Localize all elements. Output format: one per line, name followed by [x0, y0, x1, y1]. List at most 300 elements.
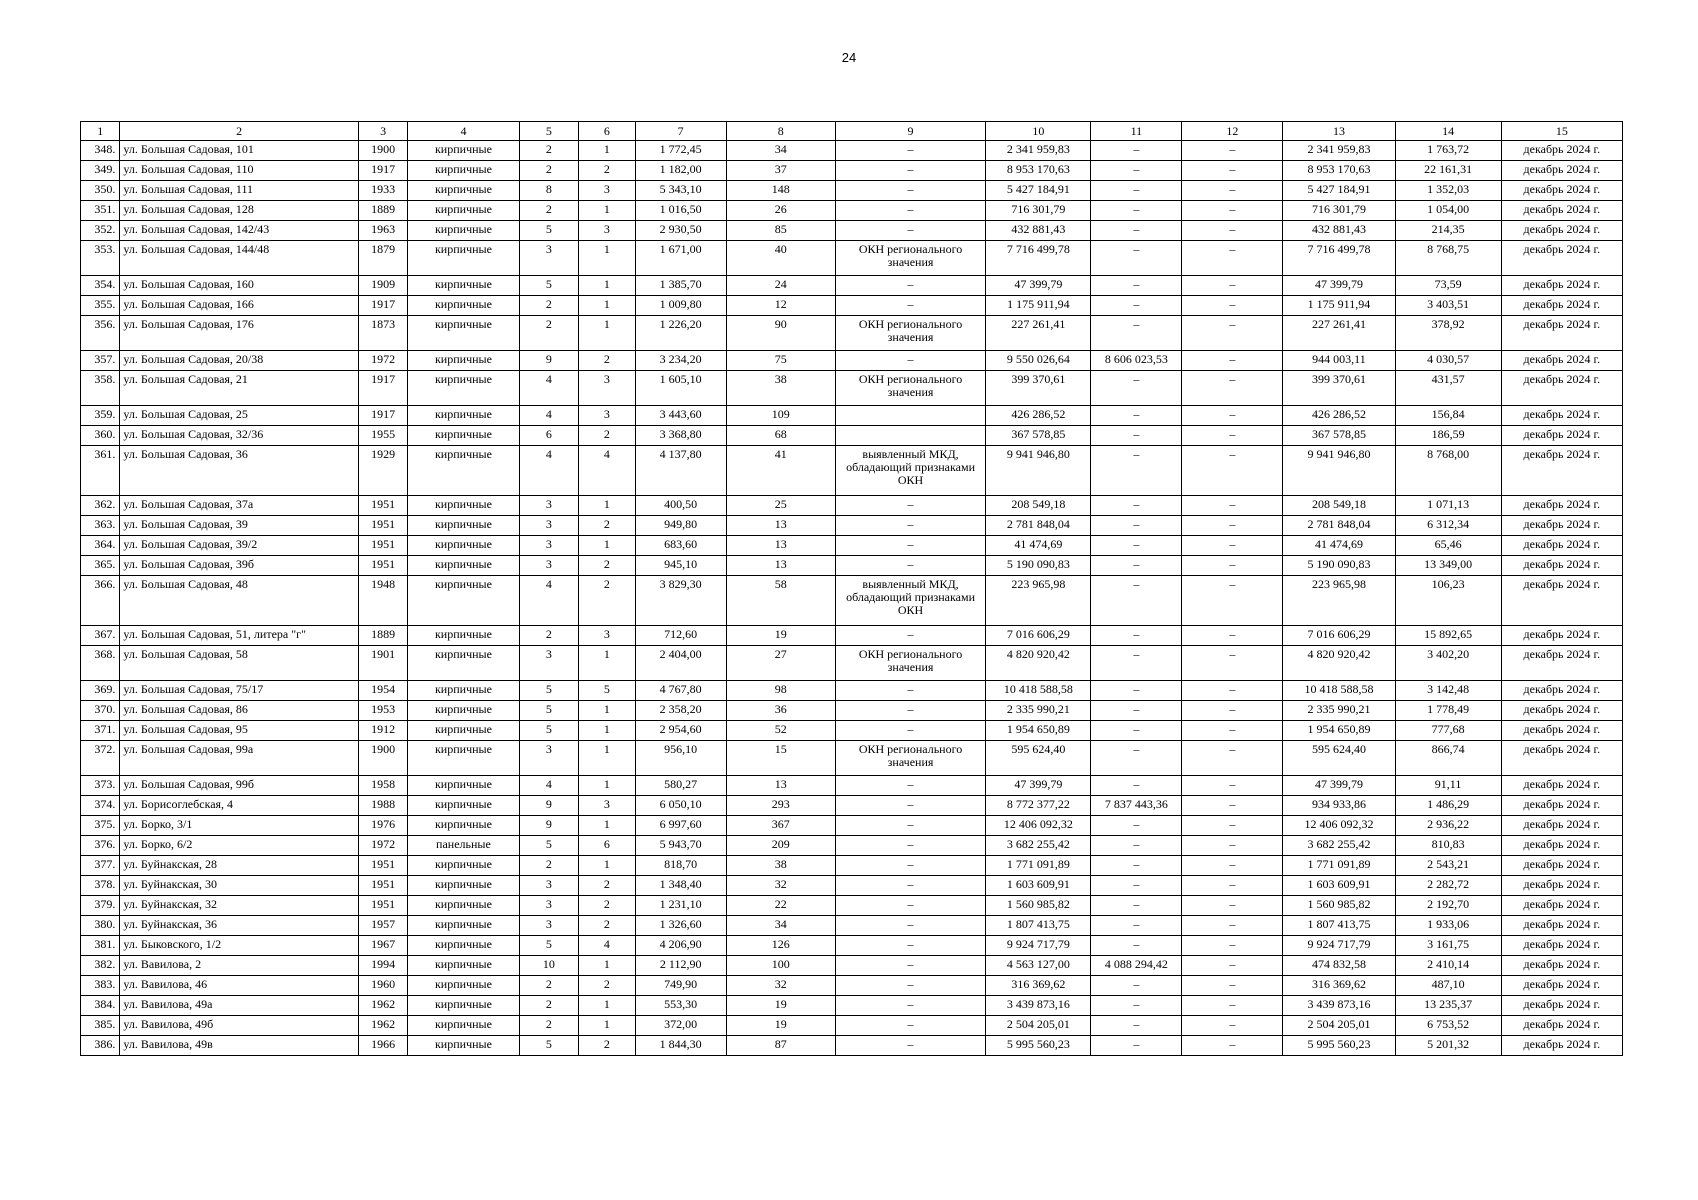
- table-cell: 2: [519, 161, 579, 181]
- table-cell: 10: [519, 956, 579, 976]
- table-cell: 1 603 609,91: [1283, 876, 1395, 896]
- table-cell: 1951: [358, 536, 408, 556]
- table-cell: декабрь 2024 г.: [1501, 556, 1622, 576]
- table-cell: ОКН регионального значения: [835, 646, 986, 681]
- table-cell: декабрь 2024 г.: [1501, 351, 1622, 371]
- table-cell: кирпичные: [408, 446, 519, 496]
- table-cell: –: [1091, 496, 1182, 516]
- table-cell: –: [1091, 426, 1182, 446]
- table-cell: 2 335 990,21: [1283, 701, 1395, 721]
- table-cell: декабрь 2024 г.: [1501, 241, 1622, 276]
- table-cell: –: [1091, 976, 1182, 996]
- table-cell: 8: [519, 181, 579, 201]
- table-cell: 2: [519, 296, 579, 316]
- table-cell: 2: [519, 201, 579, 221]
- table-cell: 32: [726, 876, 835, 896]
- table-cell: 5 201,32: [1395, 1036, 1501, 1056]
- table-cell: –: [1182, 556, 1283, 576]
- table-cell: 2: [579, 516, 636, 536]
- table-cell: 4: [579, 936, 636, 956]
- column-header: 5: [519, 122, 579, 141]
- table-cell: 7 716 499,78: [986, 241, 1091, 276]
- table-cell: –: [1182, 221, 1283, 241]
- table-cell: кирпичные: [408, 556, 519, 576]
- table-cell: ул. Буйнакская, 32: [120, 896, 358, 916]
- table-cell: –: [835, 296, 986, 316]
- table-cell: 5 995 560,23: [1283, 1036, 1395, 1056]
- table-cell: –: [835, 681, 986, 701]
- table-cell: 360.: [81, 426, 120, 446]
- table-cell: –: [835, 161, 986, 181]
- table-cell: ул. Большая Садовая, 144/48: [120, 241, 358, 276]
- table-cell: 367 578,85: [1283, 426, 1395, 446]
- housing-register-table: [80, 121, 1623, 1056]
- table-cell: 2 358,20: [635, 701, 726, 721]
- table-cell: –: [1091, 776, 1182, 796]
- table-row: [81, 776, 1623, 796]
- table-cell: 375.: [81, 816, 120, 836]
- table-cell: 1960: [358, 976, 408, 996]
- table-cell: ОКН регионального значения: [835, 241, 986, 276]
- table-cell: выявленный МКД, обладающий признаками ОКН: [835, 576, 986, 626]
- table-cell: 378,92: [1395, 316, 1501, 351]
- table-cell: 399 370,61: [986, 371, 1091, 406]
- table-cell: 351.: [81, 201, 120, 221]
- table-cell: 4 030,57: [1395, 351, 1501, 371]
- table-cell: 2 192,70: [1395, 896, 1501, 916]
- table-cell: 3: [519, 876, 579, 896]
- table-cell: 6: [579, 836, 636, 856]
- table-cell: –: [1091, 1016, 1182, 1036]
- table-row: [81, 296, 1623, 316]
- table-cell: 4 820 920,42: [986, 646, 1091, 681]
- table-row: [81, 221, 1623, 241]
- table-cell: 3: [579, 221, 636, 241]
- table-cell: декабрь 2024 г.: [1501, 876, 1622, 896]
- table-cell: –: [1182, 316, 1283, 351]
- table-row: [81, 896, 1623, 916]
- table-cell: 85: [726, 221, 835, 241]
- table-cell: –: [1091, 576, 1182, 626]
- table-cell: 9 550 026,64: [986, 351, 1091, 371]
- table-cell: 25: [726, 496, 835, 516]
- table-cell: 208 549,18: [986, 496, 1091, 516]
- table-cell: 19: [726, 626, 835, 646]
- table-cell: 13: [726, 776, 835, 796]
- table-cell: ул. Большая Садовая, 75/17: [120, 681, 358, 701]
- table-cell: кирпичные: [408, 426, 519, 446]
- table-cell: 1: [579, 996, 636, 1016]
- table-cell: ул. Большая Садовая, 37а: [120, 496, 358, 516]
- table-cell: ул. Большая Садовая, 110: [120, 161, 358, 181]
- table-cell: 91,11: [1395, 776, 1501, 796]
- column-header: 8: [726, 122, 835, 141]
- table-cell: –: [1182, 741, 1283, 776]
- table-cell: 712,60: [635, 626, 726, 646]
- table-cell: 1976: [358, 816, 408, 836]
- table-cell: 1: [579, 201, 636, 221]
- table-cell: 227 261,41: [1283, 316, 1395, 351]
- table-cell: декабрь 2024 г.: [1501, 446, 1622, 496]
- table-cell: декабрь 2024 г.: [1501, 976, 1622, 996]
- table-cell: –: [835, 776, 986, 796]
- table-cell: ул. Вавилова, 49а: [120, 996, 358, 1016]
- table-cell: 386.: [81, 1036, 120, 1056]
- table-cell: –: [1091, 856, 1182, 876]
- table-cell: –: [835, 1036, 986, 1056]
- table-cell: 1: [579, 536, 636, 556]
- table-cell: 24: [726, 276, 835, 296]
- table-cell: ул. Большая Садовая, 99а: [120, 741, 358, 776]
- table-cell: –: [835, 181, 986, 201]
- table-cell: 186,59: [1395, 426, 1501, 446]
- table-cell: –: [1091, 181, 1182, 201]
- table-cell: 8 772 377,22: [986, 796, 1091, 816]
- table-cell: декабрь 2024 г.: [1501, 776, 1622, 796]
- table-cell: –: [1182, 516, 1283, 536]
- table-cell: –: [1091, 681, 1182, 701]
- table-cell: декабрь 2024 г.: [1501, 856, 1622, 876]
- table-cell: кирпичные: [408, 896, 519, 916]
- table-cell: 4: [519, 371, 579, 406]
- table-cell: декабрь 2024 г.: [1501, 836, 1622, 856]
- table-cell: 2: [579, 1036, 636, 1056]
- table-cell: ул. Большая Садовая, 20/38: [120, 351, 358, 371]
- table-cell: 373.: [81, 776, 120, 796]
- table-cell: 580,27: [635, 776, 726, 796]
- table-cell: ул. Буйнакская, 36: [120, 916, 358, 936]
- table-cell: 372.: [81, 741, 120, 776]
- table-cell: –: [1182, 836, 1283, 856]
- table-cell: 1 954 650,89: [986, 721, 1091, 741]
- table-cell: 382.: [81, 956, 120, 976]
- table-cell: –: [1091, 446, 1182, 496]
- table-cell: 1: [579, 646, 636, 681]
- table-cell: 400,50: [635, 496, 726, 516]
- table-row: [81, 836, 1623, 856]
- table-cell: 1994: [358, 956, 408, 976]
- table-cell: 1 054,00: [1395, 201, 1501, 221]
- table-cell: 1955: [358, 426, 408, 446]
- table-cell: ул. Большая Садовая, 86: [120, 701, 358, 721]
- table-cell: 370.: [81, 701, 120, 721]
- table-cell: 350.: [81, 181, 120, 201]
- table-cell: кирпичные: [408, 1016, 519, 1036]
- table-cell: –: [1182, 896, 1283, 916]
- table-cell: 47 399,79: [986, 276, 1091, 296]
- table-cell: декабрь 2024 г.: [1501, 516, 1622, 536]
- table-cell: 367.: [81, 626, 120, 646]
- table-row: [81, 856, 1623, 876]
- table-cell: –: [835, 836, 986, 856]
- table-row: [81, 626, 1623, 646]
- table-cell: 1962: [358, 1016, 408, 1036]
- table-cell: ул. Борко, 3/1: [120, 816, 358, 836]
- table-cell: 1: [579, 241, 636, 276]
- table-cell: –: [1091, 536, 1182, 556]
- table-cell: ул. Большая Садовая, 111: [120, 181, 358, 201]
- table-cell: ул. Борко, 6/2: [120, 836, 358, 856]
- table-row: [81, 201, 1623, 221]
- table-cell: декабрь 2024 г.: [1501, 996, 1622, 1016]
- table-cell: –: [835, 996, 986, 1016]
- table-cell: кирпичные: [408, 856, 519, 876]
- table-cell: –: [835, 201, 986, 221]
- table-cell: –: [1182, 721, 1283, 741]
- table-row: [81, 181, 1623, 201]
- table-cell: кирпичные: [408, 976, 519, 996]
- table-cell: 595 624,40: [1283, 741, 1395, 776]
- table-cell: 354.: [81, 276, 120, 296]
- table-cell: 4: [519, 776, 579, 796]
- table-cell: –: [1182, 141, 1283, 161]
- table-cell: –: [1182, 1016, 1283, 1036]
- page-number: 24: [841, 50, 857, 65]
- table-cell: 52: [726, 721, 835, 741]
- table-cell: ул. Быковского, 1/2: [120, 936, 358, 956]
- table-cell: –: [1091, 996, 1182, 1016]
- table-cell: 1951: [358, 896, 408, 916]
- table-cell: кирпичные: [408, 576, 519, 626]
- table-cell: 5 427 184,91: [986, 181, 1091, 201]
- table-cell: –: [1091, 406, 1182, 426]
- table-cell: 3: [519, 556, 579, 576]
- table-cell: 2: [579, 556, 636, 576]
- table-cell: 7 016 606,29: [1283, 626, 1395, 646]
- table-cell: 1: [579, 721, 636, 741]
- table-cell: 1 844,30: [635, 1036, 726, 1056]
- table-cell: кирпичные: [408, 796, 519, 816]
- table-cell: 5 427 184,91: [1283, 181, 1395, 201]
- table-cell: 6 753,52: [1395, 1016, 1501, 1036]
- table-cell: 5: [519, 681, 579, 701]
- column-header: 3: [358, 122, 408, 141]
- table-cell: кирпичные: [408, 296, 519, 316]
- table-cell: 5: [519, 701, 579, 721]
- table-cell: декабрь 2024 г.: [1501, 936, 1622, 956]
- table-cell: кирпичные: [408, 241, 519, 276]
- table-cell: 1929: [358, 446, 408, 496]
- table-cell: 4 137,80: [635, 446, 726, 496]
- table-cell: 716 301,79: [986, 201, 1091, 221]
- table-cell: 9 941 946,80: [986, 446, 1091, 496]
- table-row: [81, 141, 1623, 161]
- table-cell: декабрь 2024 г.: [1501, 426, 1622, 446]
- table-cell: 2: [579, 161, 636, 181]
- column-header: 12: [1182, 122, 1283, 141]
- table-cell: 1 560 985,82: [986, 896, 1091, 916]
- table-cell: 4: [519, 446, 579, 496]
- table-cell: ул. Большая Садовая, 95: [120, 721, 358, 741]
- table-cell: 22: [726, 896, 835, 916]
- table-cell: 13 235,37: [1395, 996, 1501, 1016]
- table-cell: 1 771 091,89: [1283, 856, 1395, 876]
- table-cell: –: [835, 141, 986, 161]
- table-cell: 2 504 205,01: [1283, 1016, 1395, 1036]
- table-cell: 1900: [358, 741, 408, 776]
- table-cell: 223 965,98: [986, 576, 1091, 626]
- table-cell: кирпичные: [408, 646, 519, 681]
- table-row: [81, 536, 1623, 556]
- table-cell: –: [835, 916, 986, 936]
- table-row: [81, 576, 1623, 626]
- table-row: [81, 916, 1623, 936]
- table-cell: 1 231,10: [635, 896, 726, 916]
- table-cell: 40: [726, 241, 835, 276]
- table-cell: 293: [726, 796, 835, 816]
- table-cell: 5: [519, 1036, 579, 1056]
- table-cell: 3 402,20: [1395, 646, 1501, 681]
- table-cell: –: [1091, 741, 1182, 776]
- table-cell: 945,10: [635, 556, 726, 576]
- table-cell: 1879: [358, 241, 408, 276]
- table-cell: ул. Большая Садовая, 160: [120, 276, 358, 296]
- table-cell: декабрь 2024 г.: [1501, 141, 1622, 161]
- table-cell: 156,84: [1395, 406, 1501, 426]
- table-cell: кирпичные: [408, 371, 519, 406]
- table-cell: –: [1091, 916, 1182, 936]
- table-cell: 73,59: [1395, 276, 1501, 296]
- table-cell: 1972: [358, 351, 408, 371]
- table-cell: –: [835, 516, 986, 536]
- table-cell: декабрь 2024 г.: [1501, 956, 1622, 976]
- table-cell: –: [1182, 276, 1283, 296]
- table-cell: 1988: [358, 796, 408, 816]
- table-cell: ул. Вавилова, 46: [120, 976, 358, 996]
- table-row: [81, 351, 1623, 371]
- table-cell: 7 016 606,29: [986, 626, 1091, 646]
- table-cell: –: [835, 796, 986, 816]
- table-cell: ул. Большая Садовая, 25: [120, 406, 358, 426]
- table-cell: 2: [579, 351, 636, 371]
- table-cell: –: [1091, 221, 1182, 241]
- table-cell: 5: [519, 721, 579, 741]
- table-cell: 1933: [358, 181, 408, 201]
- table-cell: выявленный МКД, обладающий признаками ОКН: [835, 446, 986, 496]
- table-cell: декабрь 2024 г.: [1501, 1016, 1622, 1036]
- table-cell: 1 071,13: [1395, 496, 1501, 516]
- table-cell: 378.: [81, 876, 120, 896]
- table-cell: 683,60: [635, 536, 726, 556]
- table-cell: кирпичные: [408, 161, 519, 181]
- table-cell: 2: [519, 141, 579, 161]
- table-cell: 1 807 413,75: [986, 916, 1091, 936]
- table-cell: 3: [519, 741, 579, 776]
- table-cell: 100: [726, 956, 835, 976]
- table-cell: кирпичные: [408, 916, 519, 936]
- table-cell: –: [835, 1016, 986, 1036]
- table-cell: 379.: [81, 896, 120, 916]
- table-cell: 1 352,03: [1395, 181, 1501, 201]
- table-cell: 38: [726, 371, 835, 406]
- table-cell: декабрь 2024 г.: [1501, 796, 1622, 816]
- table-row: [81, 371, 1623, 406]
- table-cell: декабрь 2024 г.: [1501, 406, 1622, 426]
- table-cell: 366.: [81, 576, 120, 626]
- table-cell: –: [835, 556, 986, 576]
- table-cell: ул. Большая Садовая, 51, литера "г": [120, 626, 358, 646]
- table-cell: 4: [579, 446, 636, 496]
- table-cell: 3: [579, 796, 636, 816]
- table-cell: 364.: [81, 536, 120, 556]
- table-cell: 3 439 873,16: [986, 996, 1091, 1016]
- table-cell: 1: [579, 1016, 636, 1036]
- table-cell: 4: [519, 406, 579, 426]
- table-cell: 2 504 205,01: [986, 1016, 1091, 1036]
- table-cell: ул. Большая Садовая, 39б: [120, 556, 358, 576]
- table-cell: 58: [726, 576, 835, 626]
- table-cell: –: [835, 701, 986, 721]
- table-cell: кирпичные: [408, 876, 519, 896]
- table-cell: –: [835, 876, 986, 896]
- table-cell: 22 161,31: [1395, 161, 1501, 181]
- table-cell: 41 474,69: [1283, 536, 1395, 556]
- table-cell: 6 997,60: [635, 816, 726, 836]
- table-cell: 9 924 717,79: [1283, 936, 1395, 956]
- table-row: [81, 426, 1623, 446]
- table-cell: 227 261,41: [986, 316, 1091, 351]
- table-cell: 2: [519, 1016, 579, 1036]
- table-cell: кирпичные: [408, 201, 519, 221]
- table-cell: 34: [726, 141, 835, 161]
- table-cell: 355.: [81, 296, 120, 316]
- table-cell: 32: [726, 976, 835, 996]
- table-row: [81, 316, 1623, 351]
- table-row: [81, 796, 1623, 816]
- table-cell: 209: [726, 836, 835, 856]
- table-cell: 9: [519, 816, 579, 836]
- table-row: [81, 241, 1623, 276]
- table-cell: 1 933,06: [1395, 916, 1501, 936]
- table-cell: ул. Буйнакская, 30: [120, 876, 358, 896]
- table-cell: 1967: [358, 936, 408, 956]
- table-cell: –: [1182, 776, 1283, 796]
- table-cell: кирпичные: [408, 956, 519, 976]
- table-cell: декабрь 2024 г.: [1501, 181, 1622, 201]
- table-row: [81, 681, 1623, 701]
- table-cell: –: [835, 496, 986, 516]
- table-row: [81, 956, 1623, 976]
- table-cell: 2: [579, 916, 636, 936]
- table-cell: –: [835, 221, 986, 241]
- table-cell: 13 349,00: [1395, 556, 1501, 576]
- table-cell: кирпичные: [408, 316, 519, 351]
- table-cell: 362.: [81, 496, 120, 516]
- table-cell: 381.: [81, 936, 120, 956]
- table-cell: декабрь 2024 г.: [1501, 201, 1622, 221]
- table-cell: 2: [579, 896, 636, 916]
- table-cell: 1 016,50: [635, 201, 726, 221]
- table-cell: декабрь 2024 г.: [1501, 496, 1622, 516]
- table-cell: 1: [579, 316, 636, 351]
- table-cell: 2: [519, 856, 579, 876]
- table-cell: –: [1182, 646, 1283, 681]
- table-cell: –: [1091, 276, 1182, 296]
- table-row: [81, 996, 1623, 1016]
- table-cell: –: [1091, 626, 1182, 646]
- table-cell: 384.: [81, 996, 120, 1016]
- table-cell: 3 142,48: [1395, 681, 1501, 701]
- table-cell: 214,35: [1395, 221, 1501, 241]
- table-cell: 208 549,18: [1283, 496, 1395, 516]
- table-cell: декабрь 2024 г.: [1501, 741, 1622, 776]
- table-cell: декабрь 2024 г.: [1501, 536, 1622, 556]
- table-cell: кирпичные: [408, 536, 519, 556]
- table-cell: ул. Вавилова, 2: [120, 956, 358, 976]
- table-cell: 374.: [81, 796, 120, 816]
- table-cell: кирпичные: [408, 351, 519, 371]
- table-cell: ул. Большая Садовая, 36: [120, 446, 358, 496]
